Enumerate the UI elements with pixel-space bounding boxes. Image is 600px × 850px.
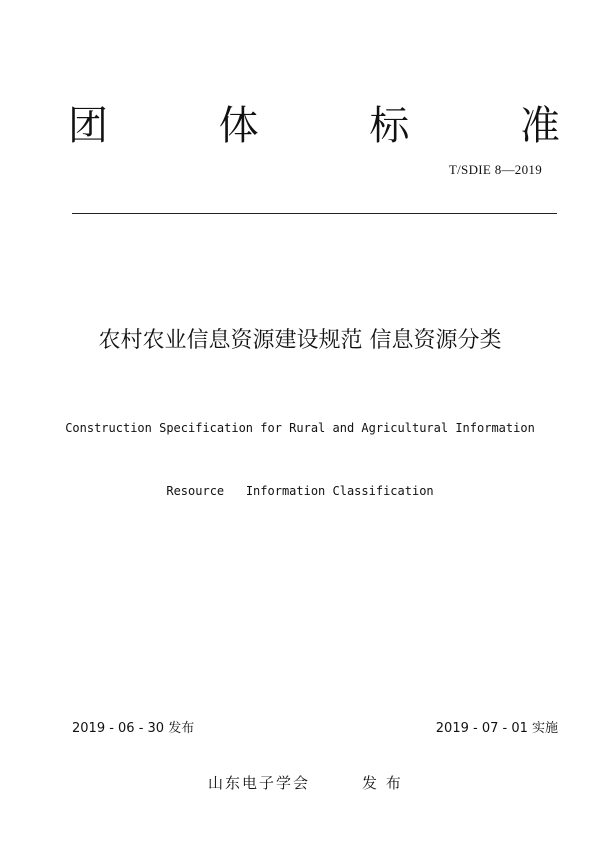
issue-date: 2019 - 06 - 30 发布	[72, 721, 195, 736]
heading-char-3: 标	[369, 103, 410, 149]
title-english-line-2: Resource Information Classification	[166, 484, 434, 498]
document-type-heading	[68, 100, 560, 152]
heading-char-1: 团	[68, 103, 108, 149]
header-divider	[72, 213, 557, 214]
effective-date: 2019 - 07 - 01 实施	[435, 721, 558, 736]
title-english	[0, 376, 600, 523]
title-chinese: 农村农业信息资源建设规范 信息资源分类	[98, 328, 502, 353]
standard-code: T/SDIE 8—2019	[448, 162, 542, 177]
title-english-line-1: Construction Specification for Rural and Agricultural Information	[65, 421, 535, 435]
heading-char-2: 体	[218, 103, 259, 149]
publisher-name: 山东电子学会	[208, 774, 311, 792]
heading-char-4: 准	[519, 103, 560, 149]
publish-label: 发 布	[362, 774, 403, 792]
